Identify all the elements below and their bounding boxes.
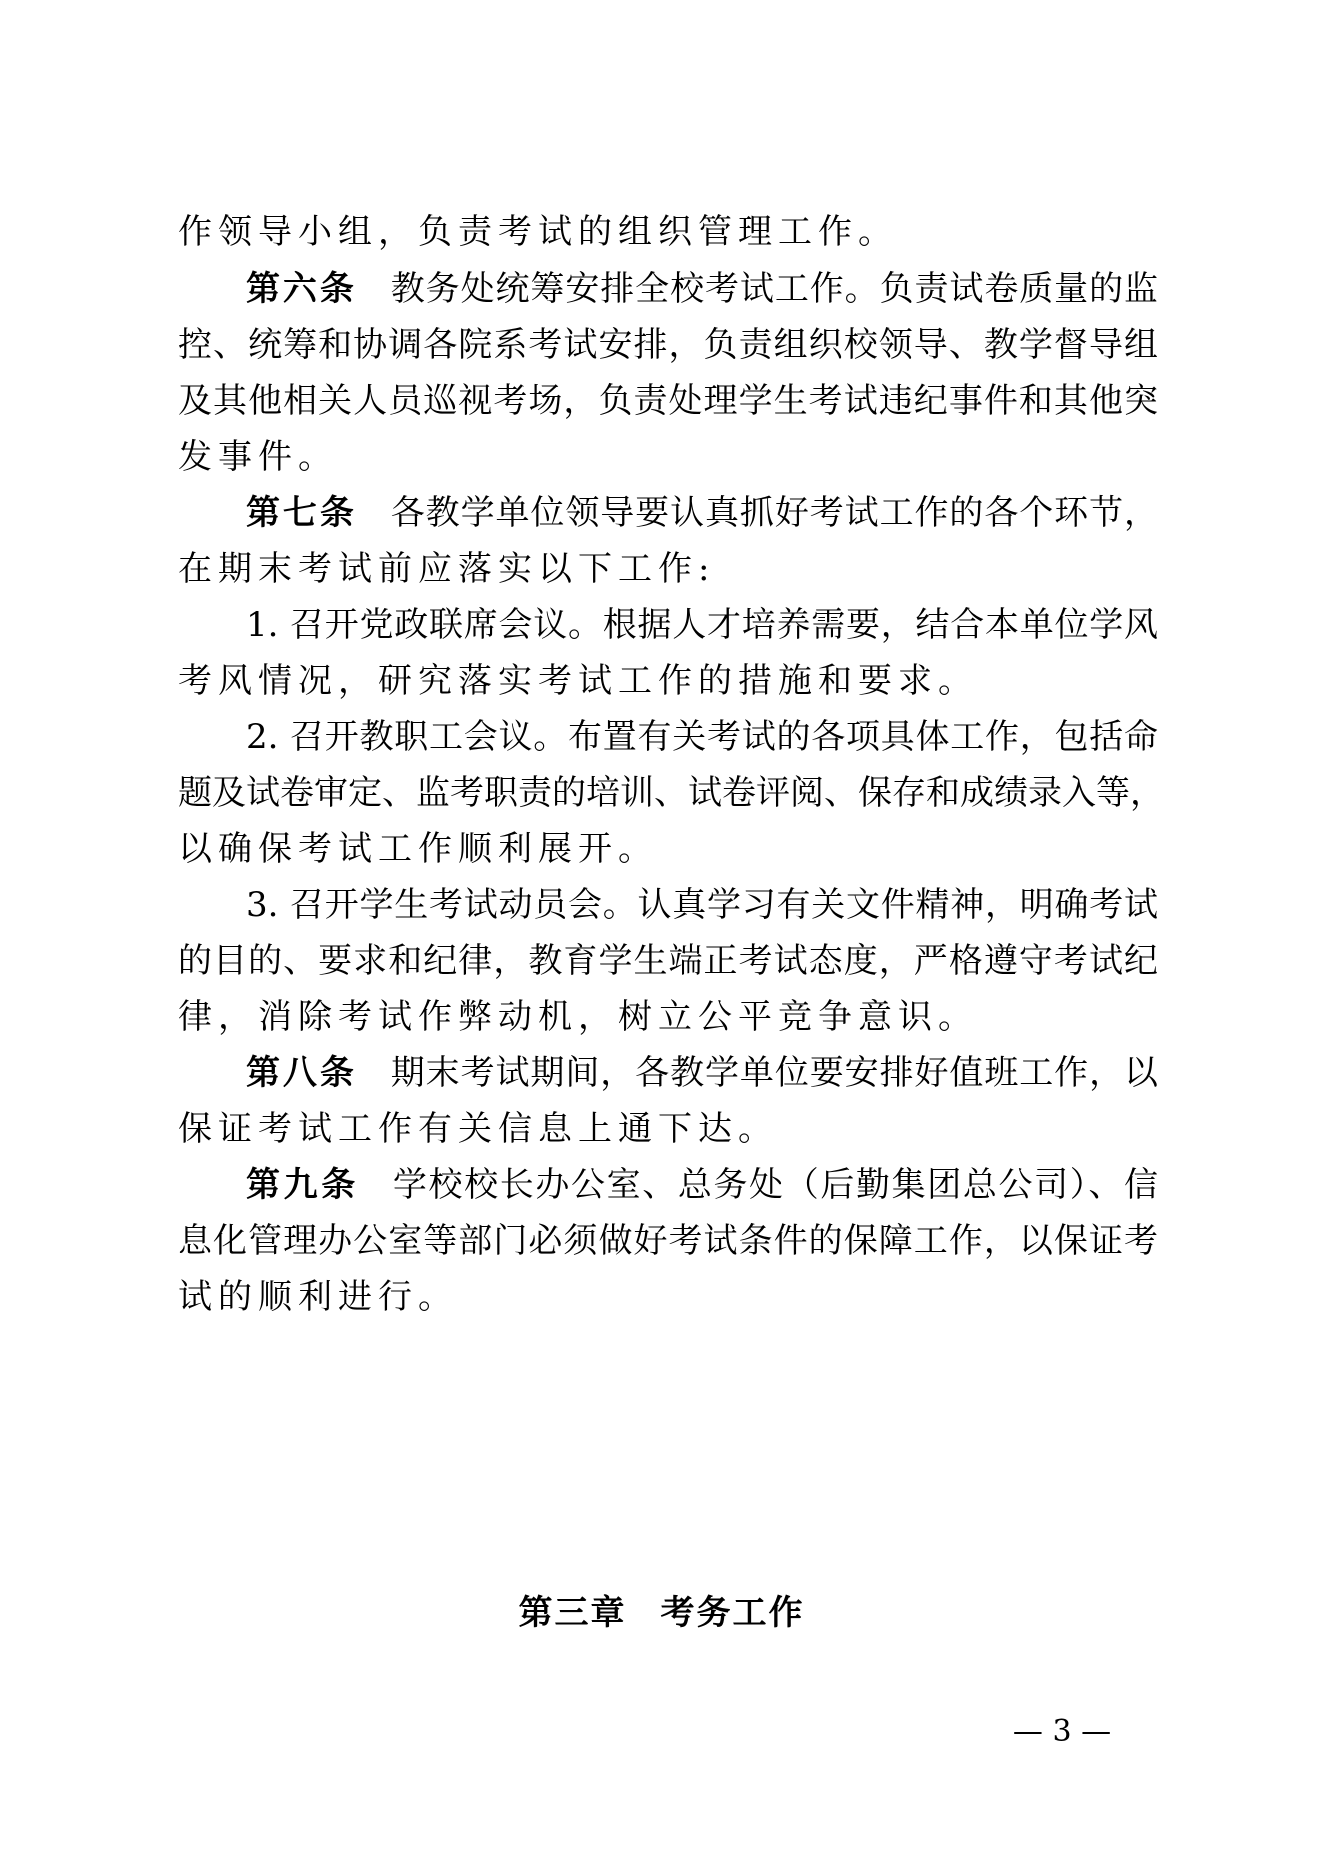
article-label: 第七条: [246, 493, 357, 533]
paragraph-line: [178, 544, 1158, 594]
list-item-first-line: [246, 600, 1158, 650]
article-label: 第八条: [246, 1053, 357, 1093]
paragraph-line: [178, 207, 1158, 257]
text-line: 各教学单位领导要认真抓好考试工作的各个环节，: [390, 493, 1158, 533]
text-line: 及其他相关人员巡视考场，负责处理学生考试违纪事件和其他突: [178, 381, 1158, 421]
page-number: — 3 —: [1012, 1714, 1112, 1749]
text-line: 教务处统筹安排全校考试工作。负责试卷质量的监: [390, 269, 1158, 309]
article-label: 第六条: [246, 269, 357, 309]
paragraph-line: [178, 320, 1158, 370]
paragraph-line: [178, 1104, 1158, 1154]
chapter-heading: [0, 1588, 1323, 1638]
article-nine-first-line: [246, 1160, 1158, 1210]
text-line: 律，消除考试作弊动机，树立公平竞争意识。: [178, 997, 978, 1037]
text-line: 发事件。: [178, 437, 338, 477]
text-line: 考风情况，研究落实考试工作的措施和要求。: [178, 661, 978, 701]
text-line: 学校校长办公室、总务处（后勤集团总公司）、信: [392, 1165, 1158, 1205]
paragraph-line: [178, 656, 1158, 706]
paragraph-line: [178, 1272, 1158, 1322]
article-label: 第九条: [246, 1165, 359, 1205]
list-item-first-line: [246, 880, 1158, 930]
paragraph-line: [178, 1216, 1158, 1266]
chapter-number: 第三章: [518, 1593, 627, 1633]
paragraph-line: [178, 936, 1158, 986]
paragraph-line: [178, 376, 1158, 426]
text-line: 3. 召开学生考试动员会。认真学习有关文件精神，明确考试: [246, 885, 1158, 925]
text-line: 的目的、要求和纪律，教育学生端正考试态度，严格遵守考试纪: [178, 941, 1158, 981]
paragraph-line: [178, 824, 1158, 874]
paragraph-line: [178, 432, 1158, 482]
article-seven-first-line: [246, 488, 1158, 538]
text-line: 保证考试工作有关信息上通下达。: [178, 1109, 778, 1149]
text-line: 试的顺利进行。: [178, 1277, 458, 1317]
text-line: 1. 召开党政联席会议。根据人才培养需要，结合本单位学风: [246, 605, 1158, 645]
text-line: 控、统筹和协调各院系考试安排，负责组织校领导、教学督导组: [178, 325, 1158, 365]
chapter-title: 考务工作: [660, 1593, 805, 1633]
text-line: 息化管理办公室等部门必须做好考试条件的保障工作，以保证考: [178, 1221, 1158, 1261]
paragraph-line: [178, 768, 1164, 818]
paragraph-line: [178, 992, 1158, 1042]
text-line: 2. 召开教职工会议。布置有关考试的各项具体工作，包括命: [246, 717, 1158, 757]
list-item-first-line: [246, 712, 1158, 762]
text-line: 作领导小组，负责考试的组织管理工作。: [178, 212, 898, 252]
text-line: 题及试卷审定、监考职责的培训、试卷评阅、保存和成绩录入等，: [178, 773, 1164, 813]
article-six-first-line: [246, 264, 1158, 314]
article-eight-first-line: [246, 1048, 1158, 1098]
text-line: 以确保考试工作顺利展开。: [178, 829, 658, 869]
text-line: 期末考试期间，各教学单位要安排好值班工作，以: [390, 1053, 1158, 1093]
text-line: 在期末考试前应落实以下工作:: [178, 549, 716, 589]
